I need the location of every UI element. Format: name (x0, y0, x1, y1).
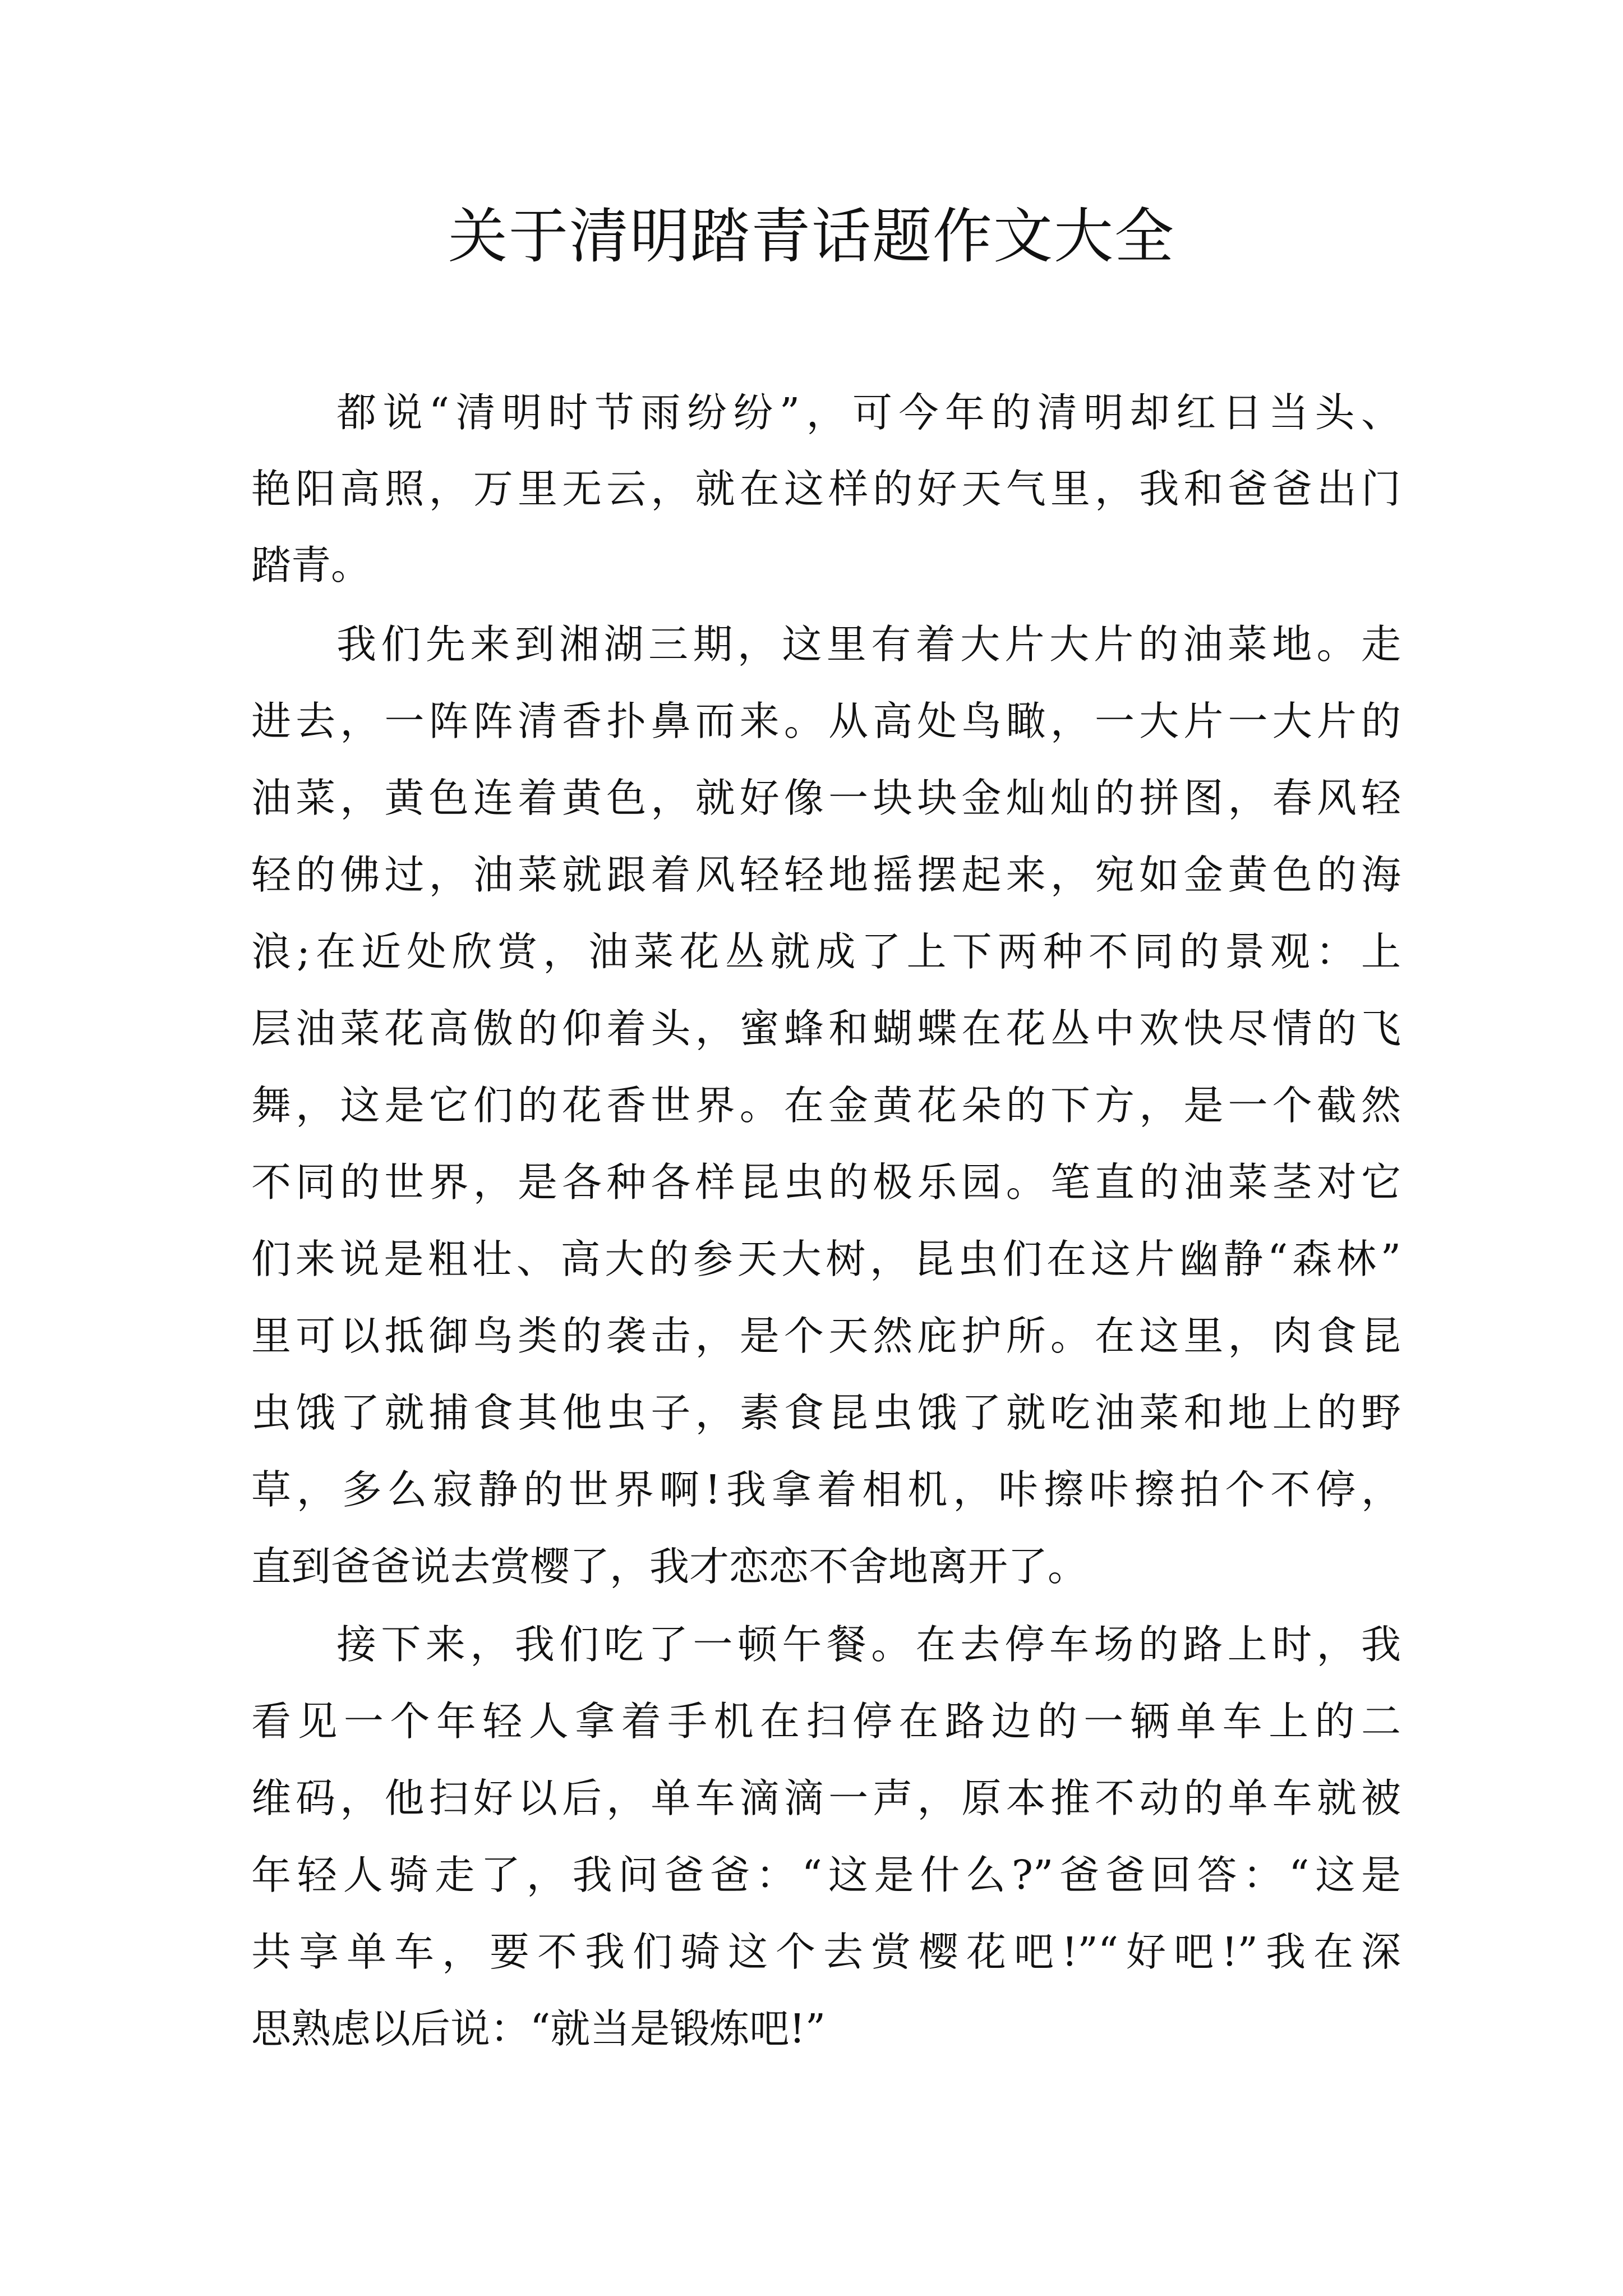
paragraph-3-line-5: 共享单车，要不我们骑这个去赏樱花吧!”“好吧!”我在深 (251, 1929, 1401, 1975)
paragraph-2-line-6: 层油菜花高傲的仰着头，蜜蜂和蝴蝶在花丛中欢快尽情的飞 (251, 1005, 1401, 1052)
paragraph-1-line-2: 艳阳高照，万里无云，就在这样的好天气里，我和爸爸出门 (251, 466, 1401, 512)
paragraph-2-line-2: 进去，一阵阵清香扑鼻而来。从高处鸟瞰，一大片一大片的 (251, 698, 1401, 744)
paragraph-3-line-3: 维码，他扫好以后，单车滴滴一声，原本推不动的单车就被 (251, 1775, 1401, 1821)
paragraph-2-line-13: 直到爸爸说去赏樱了，我才恋恋不舍地离开了。 (251, 1543, 1088, 1590)
paragraph-2-line-1: 我们先来到湘湖三期，这里有着大片大片的油菜地。走 (336, 621, 1401, 668)
paragraph-2-line-5: 浪;在近处欣赏，油菜花丛就成了上下两种不同的景观：上 (251, 928, 1401, 975)
paragraph-3-line-4: 年轻人骑走了，我问爸爸：“这是什么?”爸爸回答：“这是 (251, 1852, 1401, 1898)
paragraph-2-line-4: 轻的佛过，油菜就跟着风轻轻地摇摆起来，宛如金黄色的海 (251, 852, 1401, 898)
paragraph-2-line-3: 油菜，黄色连着黄色，就好像一块块金灿灿的拼图，春风轻 (251, 775, 1401, 821)
paragraph-1-line-1: 都说“清明时节雨纷纷”，可今年的清明却红日当头、 (336, 389, 1401, 436)
paragraph-3-line-2: 看见一个年轻人拿着手机在扫停在路边的一辆单车上的二 (251, 1698, 1401, 1745)
paragraph-3-line-1: 接下来，我们吃了一顿午餐。在去停车场的路上时，我 (336, 1621, 1401, 1668)
paragraph-2-line-7: 舞，这是它们的花香世界。在金黄花朵的下方，是一个截然 (251, 1082, 1401, 1129)
paragraph-2-line-10: 里可以抵御鸟类的袭击，是个天然庇护所。在这里，肉食昆 (251, 1313, 1401, 1359)
paragraph-2-line-12: 草，多么寂静的世界啊!我拿着相机，咔擦咔擦拍个不停， (251, 1466, 1401, 1513)
paragraph-3-line-6: 思熟虑以后说：“就当是锻炼吧!” (251, 2005, 826, 2052)
paragraph-2-line-11: 虫饿了就捕食其他虫子，素食昆虫饿了就吃油菜和地上的野 (251, 1389, 1401, 1436)
paragraph-2-line-9: 们来说是粗壮、高大的参天大树，昆虫们在这片幽静“森林” (251, 1236, 1401, 1282)
document-title: 关于清明踏青话题作文大全 (448, 202, 1175, 271)
paragraph-2-line-8: 不同的世界，是各种各样昆虫的极乐园。笔直的油菜茎对它 (251, 1159, 1401, 1205)
paragraph-1-line-3: 踏青。 (251, 542, 371, 588)
